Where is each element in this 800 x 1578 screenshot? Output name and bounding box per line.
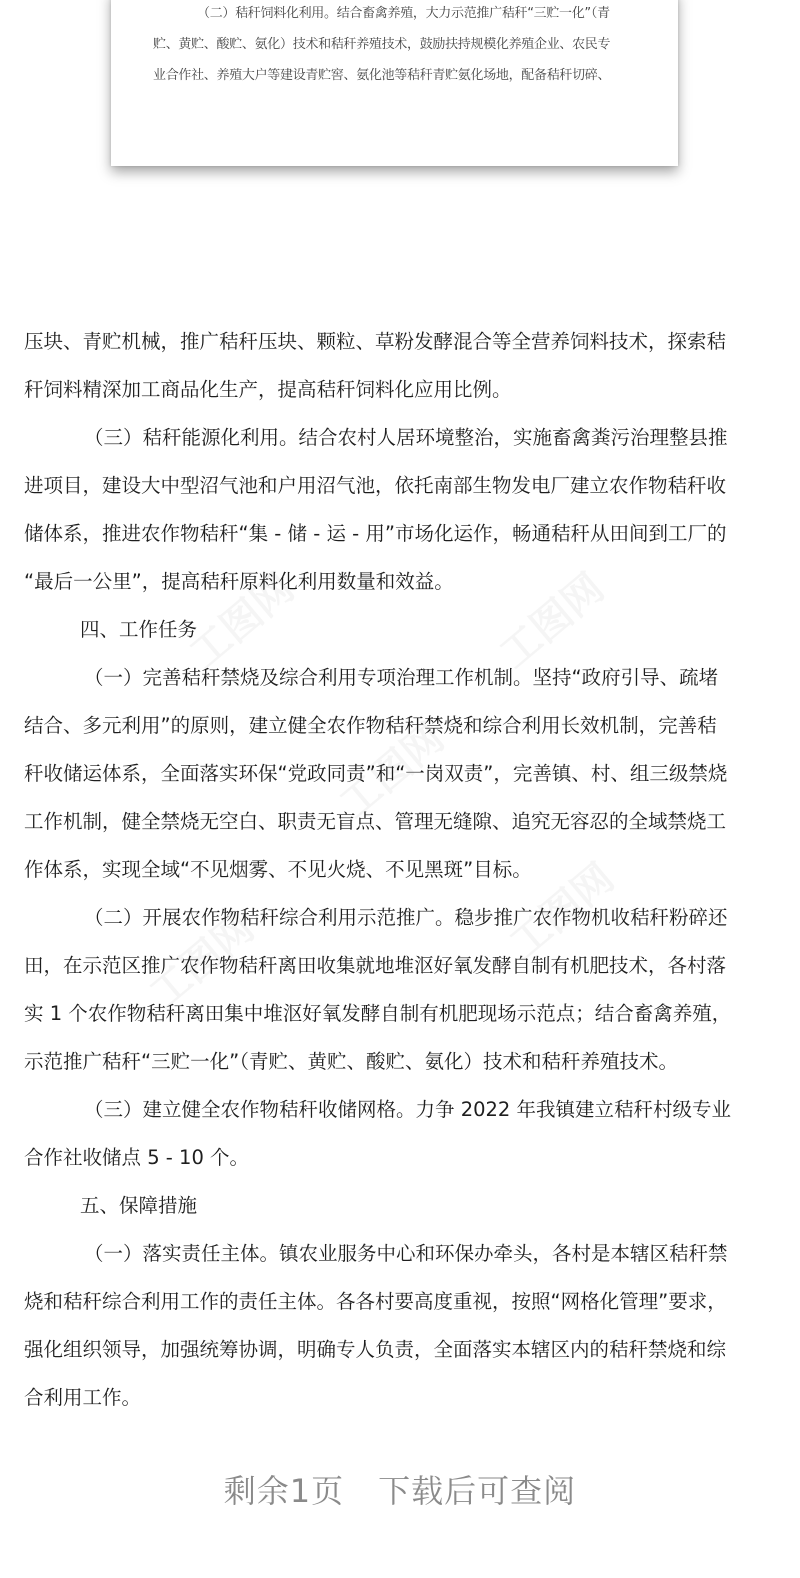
body-line: 强化组织领导，加强统筹协调，明确专人负责，全面落实本辖区内的秸秆禁烧和综 bbox=[24, 1338, 727, 1361]
watermark: 工图网 bbox=[501, 854, 623, 968]
body-line: （二）开展农作物秸秆综合利用示范推广。稳步推广农作物机收秸秆粉碎还 bbox=[84, 906, 728, 929]
section-heading-work-tasks: 四、工作任务 bbox=[80, 618, 198, 641]
document-body bbox=[24, 318, 784, 1422]
document-preview-page bbox=[111, 0, 678, 166]
body-line: 田，在示范区推广农作物秸秆离田收集就地堆沤好氧发酵自制有机肥技术，各村落 bbox=[24, 954, 727, 977]
body-line: 工作机制，健全禁烧无空白、职责无盲点、管理无缝隙、追究无容忍的全域禁烧工 bbox=[24, 810, 727, 833]
body-line: 示范推广秸秆“三贮一化”（青贮、黄贮、酸贮、氨化）技术和秸秆养殖技术。 bbox=[24, 1050, 678, 1073]
body-line: （一）完善秸秆禁烧及综合利用专项治理工作机制。坚持“政府引导、疏堵 bbox=[84, 666, 719, 689]
body-line: 进项目，建设大中型沼气池和户用沼气池，依托南部生物发电厂建立农作物秸秆收 bbox=[24, 474, 727, 497]
watermark: 工图网 bbox=[141, 904, 263, 1018]
watermark: 工图网 bbox=[181, 564, 303, 678]
body-line: 合作社收储点 5 - 10 个。 bbox=[24, 1146, 250, 1169]
preview-page-text bbox=[153, 0, 643, 91]
watermark: 工图网 bbox=[331, 714, 453, 828]
body-line: “最后一公里”，提高秸秆原料化利用数量和效益。 bbox=[24, 570, 454, 593]
body-line: 秆收储运体系，全面落实环保“党政同责”和“一岗双责”，完善镇、村、组三级禁烧 bbox=[24, 762, 728, 785]
body-line: 作体系，实现全域“不见烟雾、不见火烧、不见黑斑”目标。 bbox=[24, 858, 532, 881]
preview-line: 贮、黄贮、酸贮、氨化）技术和秸秆养殖技术，鼓励扶持规模化养殖企业、农民专 bbox=[153, 37, 611, 52]
section-heading-safeguards: 五、保障措施 bbox=[80, 1194, 198, 1217]
download-hint-label: 下载后可查阅 bbox=[378, 1472, 577, 1510]
body-line: 结合、多元利用”的原则，建立健全农作物秸秆禁烧和综合利用长效机制，完善秸 bbox=[24, 714, 717, 737]
preview-line: 业合作社、养殖大户等建设青贮窖、氨化池等秸秆青贮氨化场地，配备秸秆切碎、 bbox=[153, 68, 611, 83]
watermark: 工图网 bbox=[491, 564, 613, 678]
body-line: 储体系，推进农作物秸秆“集 - 储 - 运 - 用”市场化运作，畅通秸秆从田间到工厂的 bbox=[24, 522, 727, 545]
body-line: 烧和秸秆综合利用工作的责任主体。各各村要高度重视，按照“网格化管理”要求， bbox=[24, 1290, 727, 1313]
body-line: （三）秸秆能源化利用。结合农村人居环境整治，实施畜禽粪污治理整县推 bbox=[84, 426, 728, 449]
body-line: （三）建立健全农作物秸秆收储网格。力争 2022 年我镇建立秸秆村级专业 bbox=[84, 1098, 732, 1121]
remaining-pages-label: 剩余1页 bbox=[223, 1472, 345, 1510]
body-line: 秆饲料精深加工商品化生产，提高秸秆饲料化应用比例。 bbox=[24, 378, 512, 401]
body-line: （一）落实责任主体。镇农业服务中心和环保办牵头，各村是本辖区秸秆禁 bbox=[84, 1242, 728, 1265]
remaining-pages-notice[interactable] bbox=[0, 1466, 800, 1512]
body-line: 压块、青贮机械，推广秸秆压块、颗粒、草粉发酵混合等全营养饲料技术，探索秸 bbox=[24, 330, 727, 353]
body-line: 合利用工作。 bbox=[24, 1386, 142, 1409]
body-line: 实 1 个农作物秸秆离田集中堆沤好氧发酵自制有机肥现场示范点；结合畜禽养殖， bbox=[24, 1002, 732, 1025]
preview-line: （二）秸秆饲料化利用。结合畜禽养殖，大力示范推广秸秆“三贮一化”（青 bbox=[197, 6, 610, 21]
